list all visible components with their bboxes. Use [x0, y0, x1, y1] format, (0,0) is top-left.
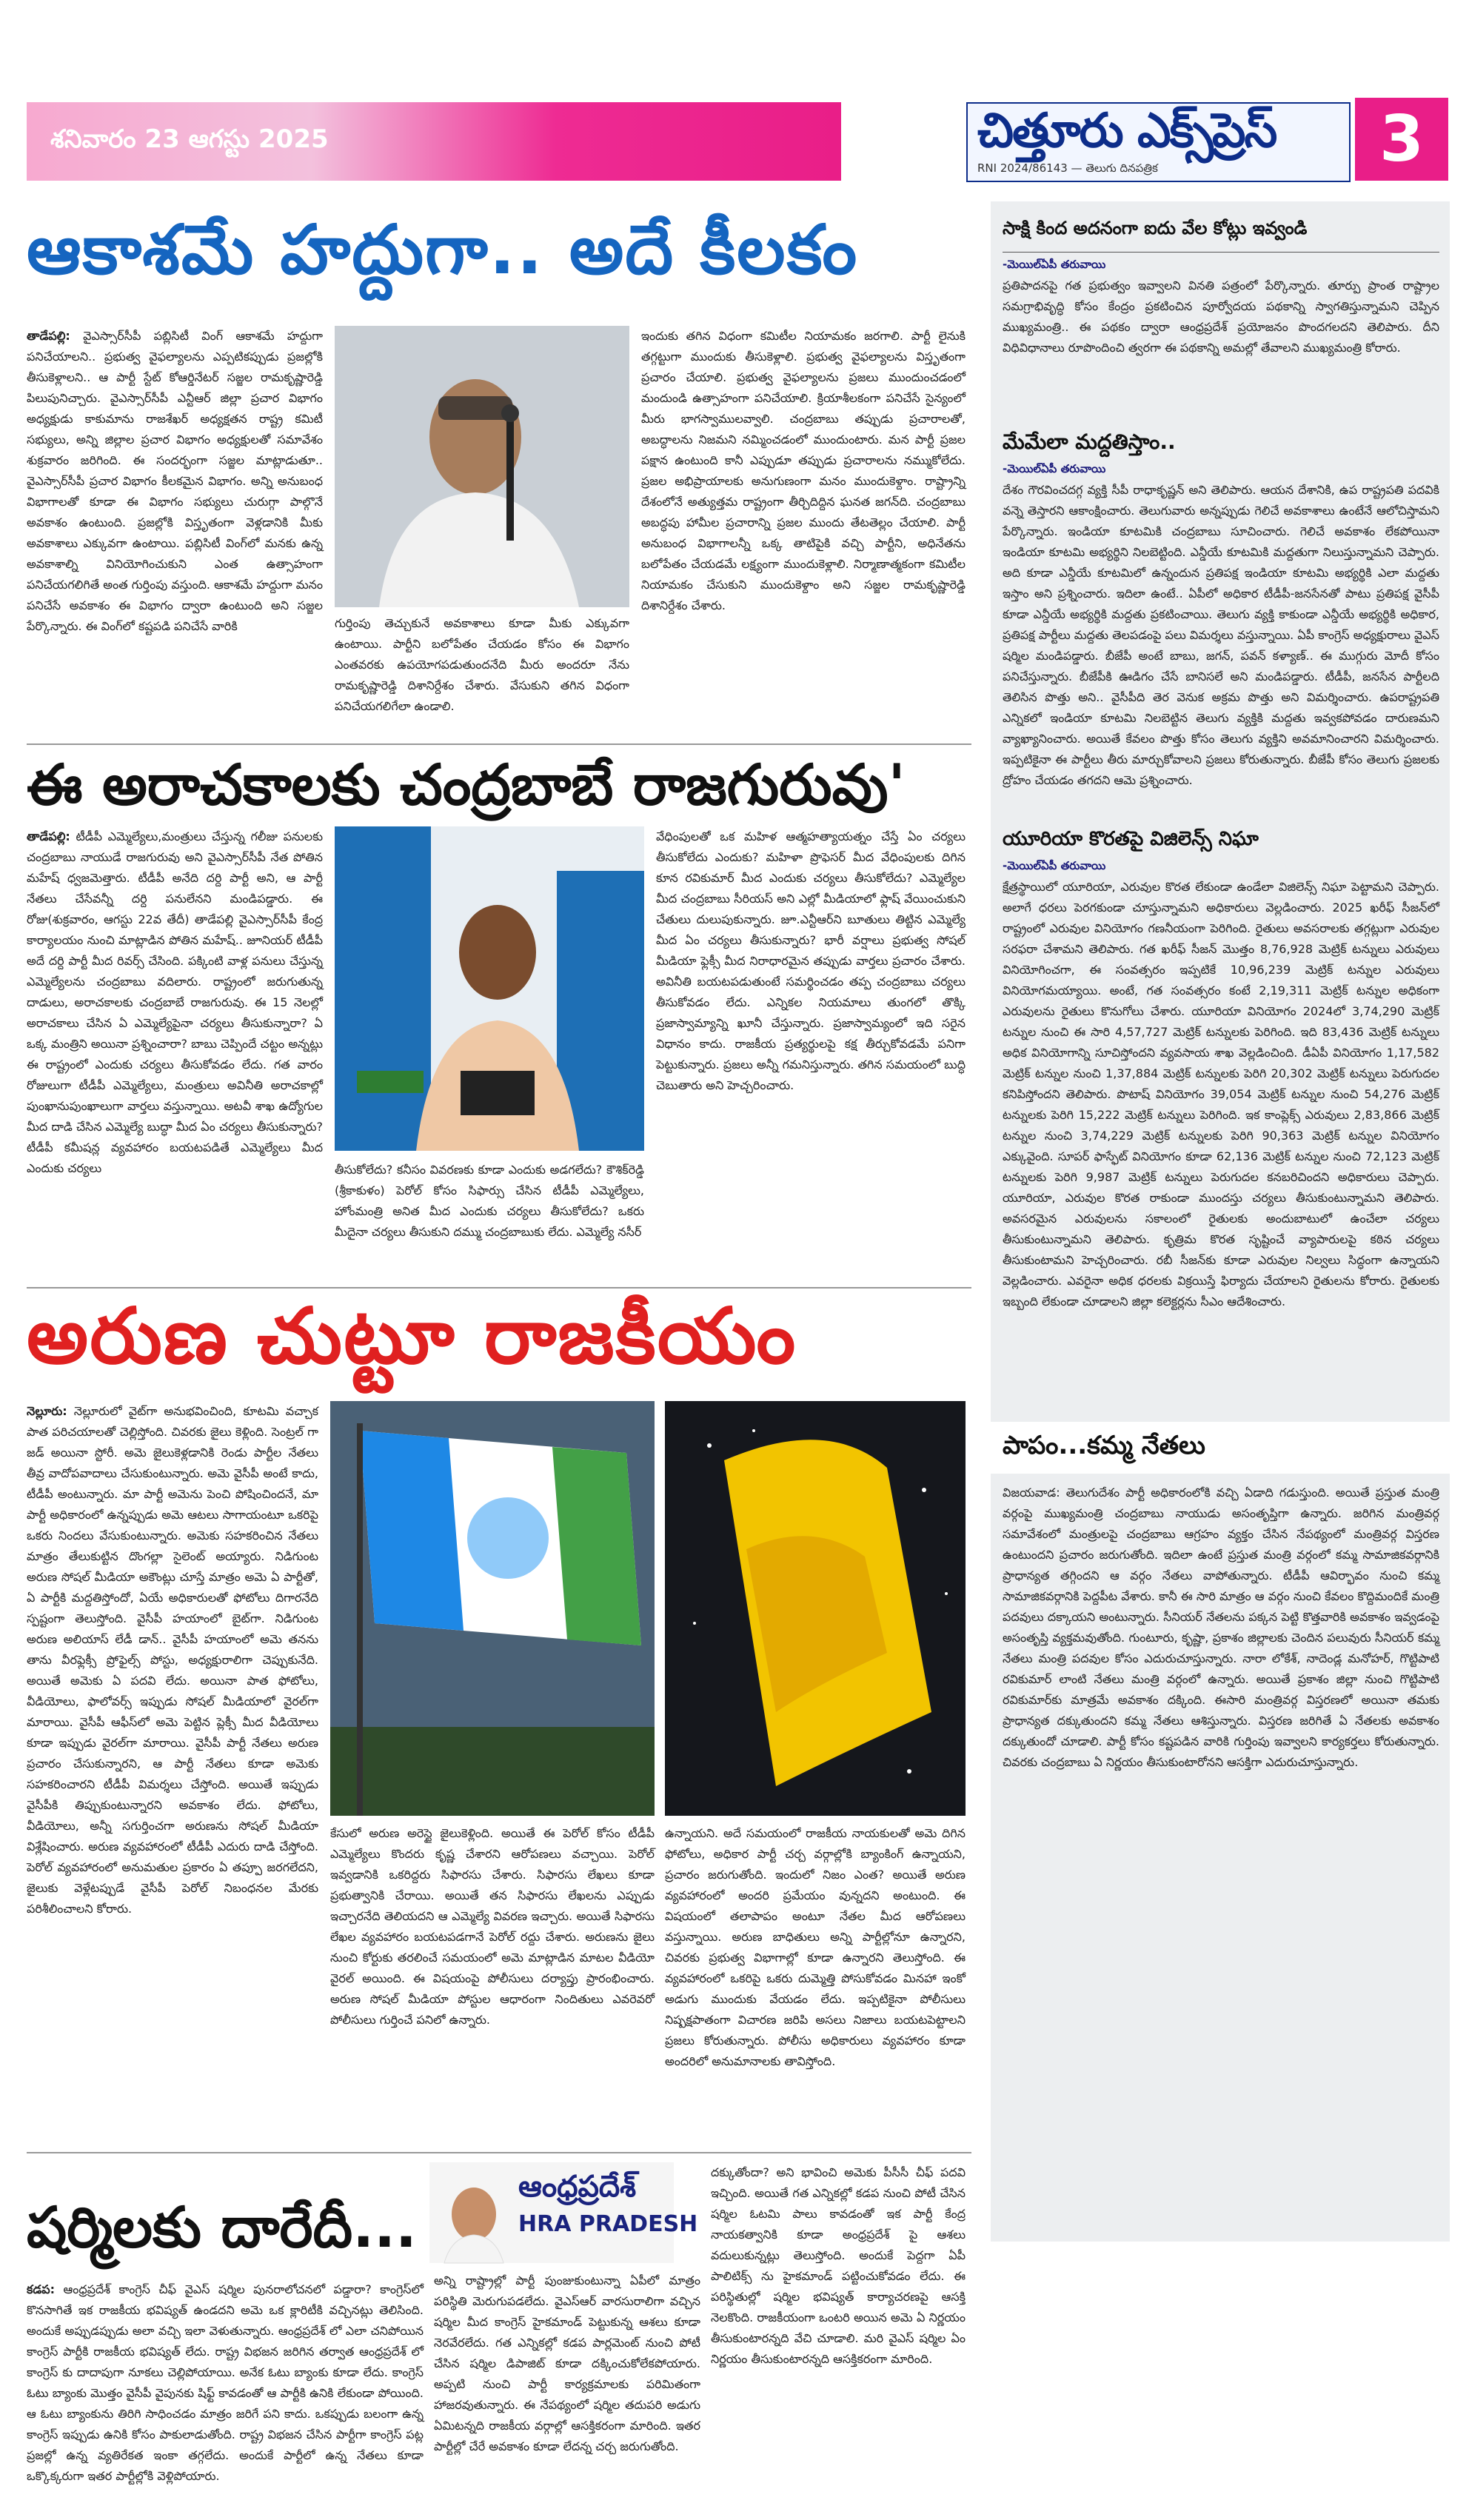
- story2-col1: [27, 826, 323, 1277]
- story2-col2: తీసుకోలేదు? కనీసం వివరణకు కూడా ఎందుకు అడగలేదు? కౌశిక్‌రెడ్డి (శ్రీకాకుళం) పెరోల్ కోసం సిఫార్సు చేసిన టీడీపీ ఎమ్మెల్యేలు, హోంమంత్రి అనిత మీద ఎందుకు చర్యలు తీసుకోలేదు? ఒకరు మీదైనా చర్యలు తీసుకుని దమ్ము చంద్రబాబుకు లేదు. ఎమ్మెల్యే నసీర్: [335, 1163, 644, 1239]
- ysrcp-flag-photo-icon: [330, 1401, 655, 1816]
- story3-col1: [27, 1401, 318, 2142]
- sidebar-s4-dateline: విజయవాడ:: [1003, 1485, 1060, 1500]
- sidebar-s4-text: తెలుగుదేశం పార్టీ అధికారంలోకి వచ్చి ఏడాది గడుస్తుంది. అయితే ప్రస్తుత మంత్రి వర్గంపై ముఖ్యమంత్రి చంద్రబాబు నాయుడు అసంతృప్తిగా ఉన్నారు. జరిగిన మంత్రివర్గ సమావేశంలో మంత్రులపై చంద్రబాబు ఆగ్రహం వ్యక్తం చేసిన నేపథ్యంలో మంత్రివర్గ విస్తరణ ఉంటుందని ప్రచారం జరుగుతోంది. ఇదిలా ఉంటే ప్రస్తుత మంత్రి వర్గంలో కమ్మ సామాజికవర్గానికి ప్రాధాన్యత తగ్గిందని ఆ వర్గం నేతలు వాపోతున్నారు. టీడీపీ ఆవిర్భావం నుంచి కమ్మ సామాజికవర్గానికి పెద్దపీట వేశారు. కానీ ఈ సారి మాత్రం ఆ వర్గం నుంచి కేవలం కొద్దిమందికే మంత్రి పదవులు దక్కాయని అంటున్నారు. సీనియర్ నేతలను పక్కన పెట్టి కొత్తవారికి అవకాశం ఇవ్వడంపై అసంతృప్తి వ్యక్తమవుతోంది. గుంటూరు, కృష్ణా, ప్రకాశం జిల్లాలకు చెందిన పలువురు సీనియర్ కమ్మ నేతలు మంత్రి పదవుల కోసం ఎదురుచూస్తున్నారు. నారా లోకేశ్, నాదెండ్ల మనోహర్, గొట్టిపాటి రవికుమార్ లాంటి నేతలు మంత్రి వర్గంలో ఉన్నారు. అయితే ప్రకాశం జిల్లా నుంచి గొట్టిపాటి రవికుమార్‌కు మాత్రమే అవకాశం దక్కింది. ఈసారి మంత్రివర్గ విస్తరణలో అయినా తమకు ప్రాధాన్యత దక్కుతుందని కమ్మ నేతలు ఆశిస్తున్నారు. విస్తరణ జరిగితే ఏ నేతలకు అవకాశం దక్కుతుందో చూడాలి. పార్టీ కోసం కష్టపడిన వారికి గుర్తింపు ఇవ్వాలని కార్యకర్తలు కోరుతున్నారు. చివరకు చంద్రబాబు ఏ నిర్ణయం తీసుకుంటారోనని ఆసక్తిగా ఎదురుచూస్తున్నారు.: [1003, 1485, 1439, 1769]
- story1-photo: [335, 326, 629, 607]
- sidebar-s3-byline: -మెయిల్‌ఏపీ తరువాయి: [1003, 859, 1106, 872]
- story1-col1-text: వైఎస్సార్‌సీపీ పబ్లిసిటీ వింగ్ ఆకాశమే హద్దుగా పనిచేయాలని.. ప్రభుత్వ వైఫల్యాలను ఎప్పటికప్పుడు ప్రజల్లోకి తీసుకెళ్లాలని.. ఆ పార్టీ స్టేట్ కోఆర్డినేటర్ సజ్జల రామకృష్ణారెడ్డి పిలుపునిచ్చారు. వైఎస్సార్‌సీపీ ఎన్టీఆర్ జిల్లా ప్రచార విభాగం అధ్యక్షుడు కాకుమాను రాజశేఖర్ అధ్యక్షతన రాష్ట్ర కమిటీ సభ్యులు, అన్ని జిల్లాల ప్రచార విభాగం అధ్యక్షులతో సమావేశం శుక్రవారం జరిగింది. ఈ సందర్భంగా సజ్జల మాట్లాడుతూ.. వైఎస్సార్‌సీపీ ప్రచార విభాగం కీలకమైన విభాగం. అన్ని అనుబంధ విభాగాలతో కూడా ఈ విభాగం సభ్యులు చురుగ్గా పాల్గొనే అవకాశం ఉంటుంది. ప్రజల్లోకి విస్తృతంగా వెళ్లడానికి మీకు అవకాశాలు ఎక్కువగా ఉంటాయి. పబ్లిసిటీ వింగ్‌లో మనకు ఉన్న అవకాశాల్ని వినియోగించుకుని ఎంత ఉత్సాహంగా పనిచేయగలిగితే అంత గుర్తింపు వస్తుంది. ఆకాశమే హద్దుగా మనం పనిచేసే అవకాశం ఈ విభాగం ద్వారా ఉంటుంది అని సజ్జల పేర్కొన్నారు. ఈ వింగ్‌లో కష్టపడి పనిచేసే వారికి: [27, 329, 324, 633]
- sidebar-s3-text: క్షేత్రస్థాయిలో యూరియా, ఎరువుల కొరత లేకుండా ఉండేలా విజిలెన్స్ నిఘా పెట్టామని చెప్పారు. అలాగే ధరలు పెరగకుండా చూస్తున్నామని అధికారులు వెల్లడించారు. 2025 ఖరీఫ్ సీజన్‌లో రాష్ట్రంలో ఎరువుల వినియోగం గణనీయంగా పెరిగింది. రైతులు అవసరాలకు తగ్గట్లుగా ఎరువుల సరఫరా చేశామని తెలిపారు. గత ఖరీఫ్ సీజన్ మొత్తం 8,76,928 మెట్రిక్ టన్నులు ఎరువులు వినియోగించగా, ఈ సంవత్సరం ఇప్పటికే 10,96,239 మెట్రిక్ టన్నుల ఎరువులు వినియోగమయ్యాయి. అంటే, గత సంవత్సరం కంటే 2,19,311 మెట్రిక్ టన్నుల అధికంగా ఎరువులను రైతులు కొనుగోలు చేశారు. యూరియా వినియోగం 2024లో 3,74,290 మెట్రిక్ టన్నుల నుంచి ఈ సారి 4,57,727 మెట్రిక్ టన్నులకు పెరిగింది. ఇది 83,436 మెట్రిక్ టన్నులు అధిక వినియోగాన్ని సూచిస్తోందని వ్యవసాయ శాఖ వెల్లడించింది. డీఏపీ వినియోగం 1,17,582 మెట్రిక్ టన్నుల నుంచి 1,37,884 మెట్రిక్ టన్నులకు పెరిగి 20,302 మెట్రిక్ టన్నులు పెరుగుదల కనిపిస్తోందని తెలిపారు. పొటాష్ వినియోగం 39,054 మెట్రిక్ టన్నుల నుంచి 54,276 మెట్రిక్ టన్నులకు పెరిగి 15,222 మెట్రిక్ టన్నులు పెరిగింది. ఇక కాంప్లెక్స్ ఎరువులు 2,83,866 మెట్రిక్ టన్నుల నుంచి 3,74,229 మెట్రిక్ టన్నులకు పెరిగి 90,363 మెట్రిక్ టన్నుల వినియోగం ఎక్కువైంది. సూపర్ ఫాస్ఫేట్ వినియోగం కూడా 62,136 మెట్రిక్ టన్నుల నుంచి 72,123 మెట్రిక్ టన్నులకు పెరిగి 9,987 మెట్రిక్ టన్నులు పెరుగుదల కనబరిచిందని అధికారులు చెప్పారు. యూరియా, ఎరువుల కొరత రాకుండా ముందస్తు చర్యలు తీసుకుంటున్నామని తెలిపారు. అవసరమైన ఎరువులను సకాలంలో రైతులకు అందుబాటులో ఉంచేలా చర్యలు తీసుకుంటున్నామని తెలిపారు. కృత్రిమ కొరత సృష్టించే వ్యాపారులపై కఠిన చర్యలు తీసుకుంటామని హెచ్చరించారు. రబీ సీజన్‌కు కూడా ఎరువుల నిల్వలు సిద్ధంగా ఉన్నాయని వెల్లడించారు. ఎవరైనా అధిక ధరలకు విక్రయిస్తే ఫిర్యాదు చేయాలని రైతులను కోరారు. రైతులకు ఇబ్బంది లేకుండా చూడాలని జిల్లా కలెక్టర్లను సీఎం ఆదేశించారు.: [1003, 880, 1439, 1309]
- story4-col1: [27, 2279, 424, 2483]
- divider: [27, 2152, 971, 2153]
- masthead-subtitle: RNI 2024/86143 — తెలుగు దినపత్రిక: [977, 161, 1158, 175]
- story3-col1-text: నెల్లూరులో వైట్‌గా అనుభవించింది, కూటమి వచ్చాక పాత పరిచయాలతో చెల్లిస్తోంది. చివరకు జైలు కెళ్లింది. సెంట్రల్ గా జడ్ అయినా స్టోరీ. అమె జైలుకెళ్లడానికి రెండు పార్టీల నేతలు తీవ్ర వాదోపవాదాలు చేసుకుంటున్నారు. అమె వైసీపీ అంటే కాదు, టీడీపీ అంటున్నారు. మా పార్టీ అమెను పెంచి పోషించిందనే, మా పార్టీ అధికారంలో ఉన్నప్పుడు అమె ఆటలు సాగాయంటూ ఒకరిపై ఒకరు నిందలు వేసుకుంటున్నారు. అమెకు సహకరించిన నేతలు మాత్రం తేలుకుట్టిన దొంగల్లా సైలెంట్ అయ్యారు. నిడిగుంట అరుణ సోషల్ మీడియా అకౌంట్లు చూస్తే మాత్రం అమె ఏ పార్టీతో, ఏ పార్టీకి మద్దతిస్తోందో, ఏయే అధికారులతో ఫోటోలు దిగారనేది స్పష్టంగా తెలుస్తోంది. వైసీపీ హయాంలో బైట్‌గా. నిడిగుంట అరుణ అలియాస్ లేడీ డాన్.. వైసీపీ హయాంలో అమె తనను తాను వీరఫ్లెక్సీ ప్రోఫైల్స్ పోస్టు, అధ్యక్షురాలిగా చెప్పుకునేది. అయితే అమెకు ఏ పదవి లేదు. అయినా పాత ఫోటోలు, వీడియోలు, ఫాలోవర్స్ ఇప్పుడు సోషల్ మీడియాలో వైరల్‌గా మారాయి. వైసీపీ ఆఫీస్‌లో అమె పెట్టిన ప్లెక్సీ మీద వీడియోలు కూడా ఇప్పుడు వైరల్‌గా మారాయి. వైసీపీ పార్టీ నేతలు అరుణ ప్రచారం చేసుకున్నారని, ఆ పార్టీ నేతలు కూడా అమెకు సహకరించారని టీడీపీ విమర్శలు చేస్తోంది. అయితే ఇప్పుడు వైసీపీకి తిప్పుకుంటున్నారని అవకాశం లేదు. ఫోటోలు, వీడియోలు, అన్నీ సగుర్తించగా అరుణను సోషల్ మీడియా విశ్లేషించారు. అరుణ వ్యవహారంలో టీడీపీ ఎదురు దాడి చేస్తోంది. పెరోల్ వ్యవహారంలో అనుమతుల ప్రకారం ఏ తప్పూ జరగలేదని, జైలుకు వెళ్లేటప్పుడే వైసీపీ పెరోల్ నిబంధనల మేరకు పరిశీలించాలని కోరారు.: [27, 1404, 318, 1916]
- divider: [27, 1287, 971, 1289]
- story4-headline: షర్మిలకు దారేదీ...: [27, 2194, 417, 2260]
- story4-col3: దక్కుతోందా? అని భావించి అమెకు పీసీసీ చీఫ్ పదవి ఇచ్చింది. అయితే గత ఎన్నికల్లో కడప నుంచి పోటీ చేసిన షర్మిల ఓటమి పాలు కావడంతో ఇక పార్టీ కేంద్ర నాయకత్వానికి కూడా అంధ్రప్రదేశ్ పై ఆశలు వదులుకున్నట్లు తెలుస్తోంది. అందుకే పెద్దగా ఏపీ పాలిటిక్స్ ను హైకమాండ్ పట్టించుకోవడం లేదు. ఈ పరిస్థితుల్లో షర్మిల భవిష్యత్ కార్యాచరణపై ఆసక్తి నెలకొంది. రాజకీయంగా ఒంటరి అయిన అమె ఏ నిర్ణయం తీసుకుంటారన్నది వేచి చూడాలి. మరి వైఎస్ షర్మిల ఏం నిర్ణయం తీసుకుంటారన్నది ఆసక్తికరంగా మారింది.: [711, 2165, 966, 2366]
- story1-headline: ఆకాశమే హద్దుగా.. అదే కీలకం: [27, 210, 859, 290]
- tdp-flag-photo-icon: [665, 1401, 966, 1816]
- story4-col2: అన్ని రాష్ట్రాల్లో పార్టీ పుంజుకుంటున్నా ఏపీలో మాత్రం పరిస్థితి మెరుగుపడలేదు. వైఎస్ఆర్ వారసురాలిగా వచ్చిన షర్మిల మీద కాంగ్రెస్ హైకమాండ్ పెట్టుకున్న ఆశలు కూడా నెరవేరలేదు. గత ఎన్నికల్లో కడప పార్లమెంట్ నుంచి పోటీ చేసిన షర్మిల డిపాజిట్ కూడా దక్కించుకోలేకపోయారు. అప్పటి నుంచి పార్టీ కార్యక్రమాలకు పరిమితంగా హాజరవుతున్నారు. ఈ నేపథ్యంలో షర్మిల తదుపరి అడుగు ఏమిటన్నది రాజకీయ వర్గాల్లో ఆసక్తికరంగా మారింది. ఇతర పార్టీల్లో చేరే అవకాశం కూడా లేదన్న చర్చ జరుగుతోంది.: [434, 2273, 700, 2453]
- press-meet-photo-icon: [335, 826, 644, 1151]
- story3-photo-right: [665, 1401, 966, 1816]
- story3-headline: అరుణ చుట్టూ రాజకీయం: [27, 1291, 797, 1381]
- story2-dateline: తాడేపల్లి:: [27, 829, 70, 843]
- masthead-title: చిత్తూరు ఎక్స్‌ప్రెస్: [977, 104, 1276, 158]
- divider: [27, 743, 971, 745]
- story4-dateline: కడప:: [27, 2282, 55, 2296]
- story2-col3: వేధింపులతో ఒక మహిళ ఆత్మహత్యాయత్నం చేస్తే ఏం చర్యలు తీసుకోలేదు ఎందుకు? మహిళా ప్రొఫెసర్ మీద వేధింపులకు దిగిన కూన రవికుమార్ మీద ఎందుకు చర్యలు తీసుకోలేదు? ఎమ్మెల్యేల మీద చంద్రబాబు సీరియస్ అని ఎల్లో మీడియాలో ఫ్లాష్ వేయించుకుని చేతులు దులుపుకున్నారు. జూ.ఎన్టీఆర్‌ని బూతులు తిట్టిన ఎమ్మెల్యే మీద ఏం చర్యలు తీసుకున్నారు? భారీ వర్షాలు ప్రభుత్వ సోషల్ మీడియా ఫ్లెక్సీ మీద నిరాధారమైన తప్పుడు వార్తలు ప్రచారం చేశారు. అవినీతి బయటపడుతుంటే సమర్థించడం తప్ప చంద్రబాబు చర్యలు తీసుకోవడం లేదు. ఎన్నికల నియమాలు తుంగలో తొక్కి ప్రజాస్వామ్యాన్ని ఖూనీ చేస్తున్నారు. ప్రజాస్వామ్యంలో ఇది సరైన విధానం కాదు. రాజకీయ ప్రత్యర్థులపై కక్ష తీర్చుకోవడమే పనిగా పెట్టుకున్నారు. ప్రజలు అన్నీ గమనిస్తున్నారు. తగిన సమయంలో బుద్ధి చెబుతారు అని హెచ్చరించారు.: [656, 829, 966, 1092]
- story2-photo: [335, 826, 644, 1151]
- divider: [1003, 252, 1439, 253]
- sidebar-s1-byline: -మెయిల్‌ఏపీ తరువాయి: [1003, 258, 1106, 271]
- story3-col3: ఉన్నాయని. అదే సమయంలో రాజకీయ నాయకులతో అమె దిగిన ఫోటోలు, అధికార పార్టీ చర్చ వర్గాల్లోకి బ్యాంకింగ్ ఉన్నాయని, ప్రచారం జరుగుతోంది. ఇందులో నిజం ఎంత? అయితే అరుణ వ్యవహారంలో అందరి ప్రమేయం వున్నదని అంటుంది. ఈ విషయంలో తలాపాపం అంటూ నేతల మీద ఆరోపణలు వస్తున్నాయి. అరుణ బాధితులు అన్ని పార్టీల్లోనూ ఉన్నారని, చివరకు ప్రభుత్వ విభాగాల్లో కూడా ఉన్నారని తెలుస్తోంది. ఈ వ్యవహారంలో ఒకరిపై ఒకరు దుమ్మెత్తి పోసుకోవడం మినహా ఇంకో అడుగు ముందుకు వేయడం లేదు. ఇప్పటికైనా పోలీసులు నిష్పక్షపాతంగా విచారణ జరిపి అసలు నిజాలు బయటపెట్టాలని ప్రజలు కోరుతున్నారు. పోలీసు అధికారులు వ్యవహారం కూడా అందరిలో అనుమానాలకు తావిస్తోంది.: [665, 1826, 966, 2068]
- story2-col1-text: టీడీపీ ఎమ్మెల్యేలు,మంత్రులు చేస్తున్న గలీజు పనులకు చంద్రబాబు నాయుడే రాజగురువు అని వైఎస్సార్‌సీపీ నేత పోతిన మహేష్ ధ్వజమెత్తారు. టీడీపీ అనేది దర్ది పార్టీ అని, ఆ పార్టీ నేతలు చేసేవన్నీ దర్ది పనులేనని మండిపడ్డారు. ఈ రోజు(శుక్రవారం, ఆగస్టు 22వ తేదీ) తాడేపల్లి వైఎస్సార్‌సీపీ కేంద్ర కార్యాలయం నుంచి మాట్లాడిన పోతిన మహేష్.. జూనియర్ టీడీపీ అదే దర్ది పార్టీ మీద రివర్స్ చేసింది. పక్కింటి వాళ్ల పనులు చేస్తున్న ఎమ్మెల్యేలను చంద్రబాబు వదిలారు. రాష్ట్రంలో జరుగుతున్న దాడులు, అరాచకాలకు చంద్రబాబే రాజగురువు. ఈ 15 నెలల్లో అరాచకాలు చేసిన ఏ ఎమ్మెల్యేపైనా చర్యలు తీసుకున్నారా? ఏ ఒక్క మంత్రిని అయినా ప్రశ్నించారా? బాబు చెప్పిందే చట్టం అన్నట్లు ఈ రాష్ట్రంలో ఎందుకు చర్యలు తీసుకోవడం లేదు. గత వారం రోజులుగా టీడీపీ ఎమ్మెల్యేలు, మంత్రులు అవినీతి అరాచకాల్లో పుంఖానుపుంఖాలుగా వార్తలు వస్తున్నాయి. అటవీ శాఖ ఉద్యోగుల మీద దాడి చేసిన ఎమ్మెల్యే బుద్ధా మీద ఏం చర్యలు తీసుకున్నారు? టీడీపీ కమీషన్ల వ్యవహారం బయటపడితే ఎమ్మెల్యేలు మీద ఎందుకు చర్యలు: [27, 829, 323, 1175]
- issue-date: శనివారం 23 ఆగస్టు 2025: [50, 124, 329, 154]
- story4-photo-caption: ఆంధ్రప్రదేశ్: [518, 2170, 637, 2204]
- sidebar-s2-text: దేశం గౌరవించదగ్గ వ్యక్తి సీపీ రాధాకృష్ణన్ అని తెలిపారు. ఆయన దేశానికి, ఉప రాష్ట్రపతి పదవికి వన్నె తెస్తారని ఆకాంక్షించారు. తెలుగువారు అన్నప్పుడు గెలిచే అవకాశాలు ఉంటేనే ఆలోచిస్తామని పేర్కొన్నారు. ఇండియా కూటమికి చంద్రబాబు సూచించారు. గెలిచే అవకాశం లేకపోయినా ఇండియా కూటమి అభ్యర్థిని నిలబెట్టింది. ఎన్డీయే కూటమికి మద్దతుగా నిలుస్తున్నామని చెప్పారు. అది కూడా ఎన్డీయే కూటమిలో ఉన్నందున ప్రతిపక్ష ఇండియా కూటమి అభ్యర్థికి ఎలా మద్దతు ఇస్తాం అని ప్రశ్నించారు. ఇదిలా ఉంటే.. ఏపీలో అధికార టీడీపీ-జనసేనతో పాటు ప్రతిపక్ష వైసీపీ కూడా ఎన్డీయే అభ్యర్థికి మద్దతు ప్రకటించాయి. తెలుగు వ్యక్తి కాకుండా ఎన్డీయే అభ్యర్థికి అధికార, ప్రతిపక్ష పార్టీలు మద్దతు తెలపడంపై పలు విమర్శలు వస్తున్నాయి. ఏపీ కాంగ్రెస్ అధ్యక్షురాలు వైఎస్ షర్మిల మండిపడ్డారు. బీజేపీ అంటే బాబు, జగన్, పవన్ కళ్యాణ్.. ఈ ముగ్గురు మోదీ కోసం పనిచేస్తున్నారు. బీజేపీకి ఊడిగం చేసే బానిసలే అని మండిపడ్డారు. టీడీపీ, జనసేన పార్టీలది తెలిసిన పొత్తు అని.. వైసీపీది తెర వెనుక అక్రమ పొత్తు అని విమర్శించారు. ఉపరాష్ట్రపతి ఎన్నికలో ఇండియా కూటమి నిలబెట్టిన తెలుగు వ్యక్తికి మద్దతు ఇవ్వకపోవడం దారుణమని వ్యాఖ్యానించారు. అయితే కేవలం పొత్తు కోసం తెలుగు వ్యక్తిని అవమానించారని విమర్శించారు. ఇప్పటికైనా ఈ పార్టీలు తీరు మార్చుకోవాలని ప్రజలు కోరుతున్నారు. బీజేపీ కోసం తెలుగు ప్రజలకు ద్రోహం చేయడం తగదని ఆమె ప్రశ్నించారు.: [1003, 483, 1439, 787]
- story3-dateline: నెల్లూరు:: [27, 1404, 67, 1418]
- sidebar-s3-headline: యూరియా కొరతపై విజిలెన్స్ నిఘా: [1003, 828, 1259, 850]
- story2-headline: ఈ అరాచకాలకు చంద్రబాబే రాజగురువు': [27, 752, 906, 818]
- story1-col2: గుర్తింపు తెచ్చుకునే అవకాశాలు కూడా మీకు ఎక్కువగా ఉంటాయి. పార్టీని బలోపేతం చేయడం కోసం ఈ విభాగం ఎంతవరకు ఉపయోగపడుతుందనేది మీరు అందరూ నేను రామకృష్ణారెడ్డి దిశానిర్దేశం చేశారు. వేసుకుని తగిన విధంగా పనిచేయగలిగేలా ఉండాలి.: [335, 616, 629, 713]
- sidebar-s1-text: ప్రతిపాదనపై గత ప్రభుత్వం ఇవ్వాలని వినతి పత్రంలో పేర్కొన్నారు. తూర్పు ప్రాంత రాష్ట్రాల సమగ్రాభివృద్ధి కోసం కేంద్రం ప్రకటించిన పూర్వోదయ పథకాన్ని స్వాగతిస్తున్నామని చెప్పిన ముఖ్యమంత్రి.. ఈ పథకం ద్వారా ఆంధ్రప్రదేశ్ ప్రయోజనం పొందగలదని తెలిపారు. దీని విధివిధానాలు రూపొందించి త్వరగా ఈ పథకాన్ని అమల్లో తేవాలని ముఖ్యమంత్రి కోరారు.: [1003, 278, 1439, 355]
- sidebar-s1-headline: సాక్షి కింద అదనంగా ఐదు వేల కోట్లు ఇవ్వండి: [1003, 218, 1308, 238]
- story1-col3: ఇందుకు తగిన విధంగా కమిటీల నియామకం జరగాలి. పార్టీ లైనుకి తగ్గట్టుగా ముందుకు తీసుకెళ్లాలి. ప్రభుత్వ వైఫల్యాలను విస్తృతంగా ప్రచారం చేయాలి. ప్రభుత్వ వైఫల్యాలను ప్రజలు ముందుంచడంలో మందుండి ఉత్సాహంగా పనిచేయాలి. క్రియాశీలకంగా పనిచేసే సైన్యంలో మీరు భాగస్వాములవ్వాలి. చంద్రబాబు తప్పుడు ప్రచారాలతో, అబద్ధాలను నిజమని నమ్మించడంలో ముందుంటారు. మన పార్టీ ప్రజల పక్షాన ఉంటుంది కానీ ఎప్పుడూ తప్పుడు ప్రచారాలను నమ్ముకోలేదు. ప్రజల అభిప్రాయాలకు అనుగుణంగా మనం ముందుకెళ్దాం. రాష్ట్రాన్ని దేశంలోనే అత్యుత్తమ రాష్ట్రంగా తీర్చిదిద్దిన ఘనత జగన్‌ది. చంద్రబాబు అబద్ధపు హామీల ప్రచారాన్ని ప్రజల ముందు తేటతెల్లం చేయాలి. పార్టీ అనుబంధ విభాగాలన్నీ ఒక్క తాటిపైకి వచ్చి పార్టీని, అధినేతను బలోపేతం చేయడమే లక్ష్యంగా ముందుకెళ్లాలి. నిర్మాణాత్మకంగా కమిటీల నియామకం చేసుకుని ముందుకెళ్దాం అని సజ్జల రామకృష్ణారెడ్డి దిశానిర్దేశం చేశారు.: [641, 329, 966, 612]
- sidebar-s4-headline: పాపం...కమ్మ నేతలు: [1003, 1431, 1205, 1460]
- sidebar-s2-byline: -మెయిల్‌ఏపీ తరువాయి: [1003, 462, 1106, 475]
- story4-col1-text: ఆంధ్రప్రదేశ్ కాంగ్రెస్ చీఫ్ వైఎస్ షర్మిల పునరాలోచనలో పడ్డారా? కాంగ్రెస్‌లో కొనసాగితే ఇక రాజకీయ భవిష్యత్ ఉండదని అమె ఒక క్లారిటీకి వచ్చినట్లు తెలిసింది. అందుకే అప్పుడప్పుడు అలా వచ్చి ఇలా వెళుతున్నారు. ఆంధ్రప్రదేశ్ లో ఎలా చనిపోయిన కాంగ్రెస్ పార్టీకి రాజకీయ భవిష్యత్ లేదు. రాష్ట్ర విభజన జరిగిన తర్వాత ఆంధ్రప్రదేశ్ లో కాంగ్రెస్ కు దాదాపుగా నూకలు చెల్లిపోయాయి. అనేక ఓటు బ్యాంకు కూడా లేదు. కాంగ్రెస్ ఓటు బ్యాంకు మొత్తం వైసీపీ వైపునకు షిఫ్ట్ కావడంతో ఆ పార్టీకి ఉనికి లేకుండా పోయింది. ఆ ఓటు బ్యాంకును తిరిగి సాధించడం మాత్రం జరిగే పని కాదు. ఒకప్పుడు బలంగా ఉన్న కాంగ్రెస్ ఇప్పుడు ఉనికి కోసం పాకులాడుతోంది. రాష్ట్ర విభజన చేసిన పార్టీగా కాంగ్రెస్ పట్ల ప్రజల్లో ఉన్న వ్యతిరేకత ఇంకా తగ్గలేదు. అందుకే పార్టీలో ఉన్న నేతలు కూడా ఒక్కొక్కరుగా ఇతర పార్టీల్లోకి వెళ్లిపోయారు.: [27, 2282, 424, 2483]
- speaker-photo-icon: [335, 326, 629, 607]
- story1-col1: [27, 326, 323, 732]
- story3-col2: కేసులో అరుణ అరెస్టై జైలుకెళ్లింది. అయితే ఈ పెరోల్ కోసం టీడీపీ ఎమ్మెల్యేలు కొందరు కృష్ణ చేశారని ఆరోపణలు వచ్చాయి. పెరోల్ ఇవ్వడానికి ఒకరిద్దరు సిఫారసు చేశారు. సిఫారసు లేఖలు కూడా ప్రభుత్వానికి చేరాయి. అయితే తన సిఫారసు లేఖలను ఎప్పుడు ఇచ్చారనేది తెలియదని ఆ ఎమ్మెల్యే వివరణ ఇచ్చారు. అయితే సిఫారసు లేఖల వ్యవహారం బయటపడగానే పెరోల్ రద్దు చేశారు. అరుణను జైలు నుంచి కోర్టుకు తరలించే సమయంలో అమె మాట్లాడిన మాటల వీడియో వైరల్ అయింది. ఈ విషయంపై పోలీసులు దర్యాప్తు ప్రారంభించారు. అరుణ సోషల్ మీడియా పోస్టుల ఆధారంగా నిందితులు ఎవరెవరో పోలీసులు గుర్తించే పనిలో ఉన్నారు.: [330, 1826, 655, 2027]
- story4-photo-caption2: HRA PRADESH: [518, 2211, 698, 2237]
- sidebar-s2-headline: మేమేలా మద్దతిస్తాం..: [1003, 430, 1176, 454]
- story1-dateline: తాడేపల్లి:: [27, 329, 70, 343]
- story3-photo-left: [330, 1401, 655, 1816]
- page-number: 3: [1355, 98, 1448, 181]
- sidebar-s4-body: [1003, 1483, 1439, 2229]
